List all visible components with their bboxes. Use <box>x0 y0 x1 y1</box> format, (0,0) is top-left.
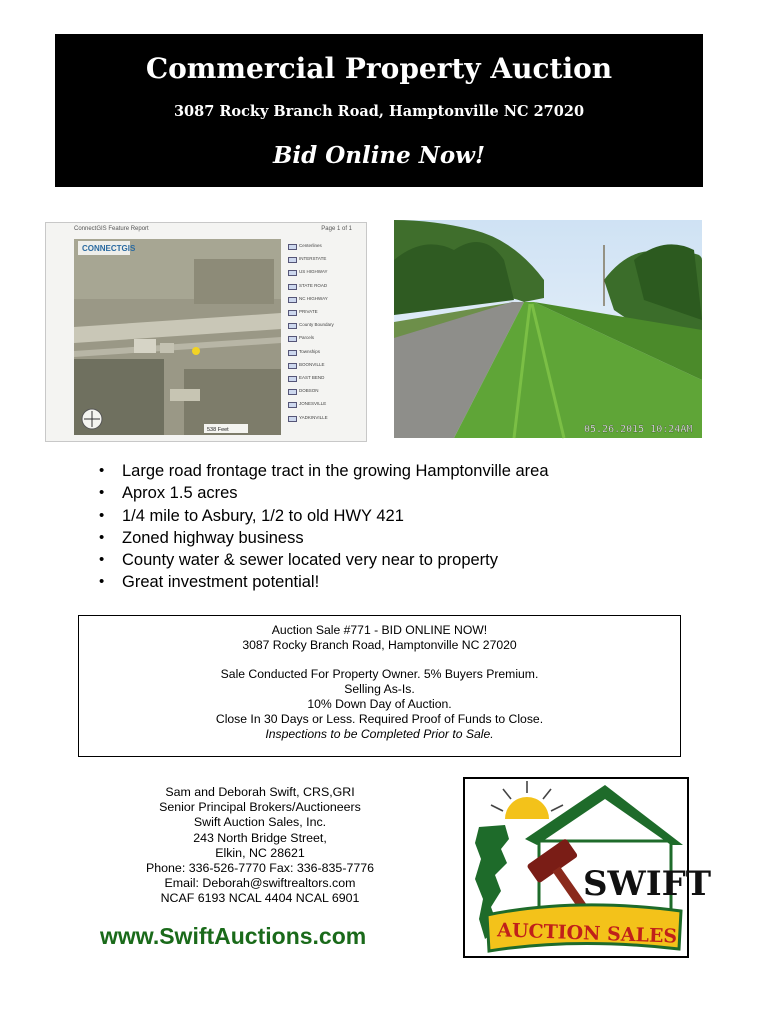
property-address: 3087 Rocky Branch Road, Hamptonville NC 27020 <box>173 103 585 120</box>
contact-titles: Senior Principal Brokers/Auctioneers <box>159 800 361 815</box>
legend-swatch <box>288 310 297 316</box>
legend-swatch <box>288 402 297 408</box>
map-report-title: ConnectGIS Feature Report <box>74 226 149 232</box>
sale-inspections: Inspections to be Completed Prior to Sale. <box>265 727 494 741</box>
legend-swatch <box>288 284 297 290</box>
sale-down-payment: 10% Down Day of Auction. <box>307 697 452 711</box>
contact-street: 243 North Bridge Street, <box>193 830 327 845</box>
legend-swatch <box>288 376 297 382</box>
sale-closing: Close In 30 Days or Less. Required Proof of Funds to Close. <box>215 712 544 726</box>
contact-company: Swift Auction Sales, Inc. <box>193 815 327 830</box>
legend-item: PRIVATE <box>299 309 318 314</box>
legend-swatch <box>288 350 297 356</box>
map-legend <box>284 239 362 435</box>
feature-item: • Aprox 1.5 acres <box>95 482 549 504</box>
contact-block <box>105 785 415 907</box>
feature-item: • Large road frontage tract in the growing Hamptonville area <box>95 460 549 482</box>
feature-item: • Zoned highway business <box>95 527 549 549</box>
contact-city: Elkin, NC 28621 <box>215 845 305 860</box>
feature-list <box>95 460 549 594</box>
legend-swatch <box>288 270 297 276</box>
feature-item: • 1/4 mile to Asbury, 1/2 to old HWY 421 <box>95 505 549 527</box>
contact-phone: Phone: 336-526-7770 Fax: 336-835-7776 <box>145 861 375 876</box>
legend-item: US HIGHWAY <box>299 269 328 275</box>
sale-as-is: Selling As-Is. <box>344 682 415 696</box>
legend-item: BOONVILLE <box>299 361 325 367</box>
legend-item: STATE ROAD <box>299 282 328 288</box>
logo-ribbon-text: AUCTION SALES <box>496 919 678 948</box>
contact-names: Sam and Deborah Swift, CRS,GRI <box>165 785 355 799</box>
sale-number: Auction Sale #771 - BID ONLINE NOW! <box>271 623 488 637</box>
connectgis-logo-text: CONNECTGIS <box>82 244 136 253</box>
legend-item: NC HIGHWAY <box>299 295 328 301</box>
legend-swatch <box>288 244 297 250</box>
property-road-photo <box>394 220 702 438</box>
page-title: Commercial Property Auction <box>145 52 613 85</box>
sale-premium: Sale Conducted For Property Owner. 5% Buyers Premium. <box>220 667 539 681</box>
legend-swatch <box>288 336 297 342</box>
legend-swatch <box>288 416 297 422</box>
legend-swatch <box>288 389 297 395</box>
contact-email[interactable]: Email: Deborah@swiftrealtors.com <box>164 876 356 891</box>
website-link[interactable]: www.SwiftAuctions.com <box>100 923 367 949</box>
aerial-map <box>74 239 281 435</box>
legend-swatch <box>288 323 297 329</box>
legend-swatch <box>288 257 297 263</box>
feature-item: • Great investment potential! <box>95 571 549 593</box>
legend-item: Townships <box>299 348 321 354</box>
logo-swift-word: SWIFT <box>583 864 712 904</box>
contact-licenses: NCAF 6193 NCAL 4404 NCAL 6901 <box>160 891 360 906</box>
road-photo-scene <box>394 220 702 438</box>
legend-item: JONESVILLE <box>299 401 327 407</box>
legend-item: YADKINVILLE <box>299 414 328 420</box>
legend-item: EAST BEND <box>299 375 325 380</box>
map-page-number: Page 1 of 1 <box>321 226 352 232</box>
gis-map-image <box>45 222 367 442</box>
legend-item: County Boundary <box>299 322 334 328</box>
map-scale-label: 538 Feet <box>207 427 229 433</box>
header-banner <box>55 34 703 187</box>
feature-item: • County water & sewer located very near to property <box>95 549 549 571</box>
legend-swatch <box>288 363 297 369</box>
legend-item: INTERSTATE <box>299 256 327 262</box>
auction-terms-box <box>78 615 681 757</box>
logo-graphic <box>465 779 712 956</box>
legend-item: Parcels <box>299 335 315 341</box>
legend-item: DOBSON <box>299 388 319 394</box>
bid-online-heading: Bid Online Now! <box>272 142 486 169</box>
swift-auction-sales-logo <box>463 777 712 958</box>
legend-item: Centerlines <box>299 243 322 248</box>
photo-timestamp: 05.26.2015 10:24AM <box>584 424 693 435</box>
sale-address: 3087 Rocky Branch Road, Hamptonville NC 27020 <box>242 638 517 652</box>
legend-swatch <box>288 297 297 303</box>
